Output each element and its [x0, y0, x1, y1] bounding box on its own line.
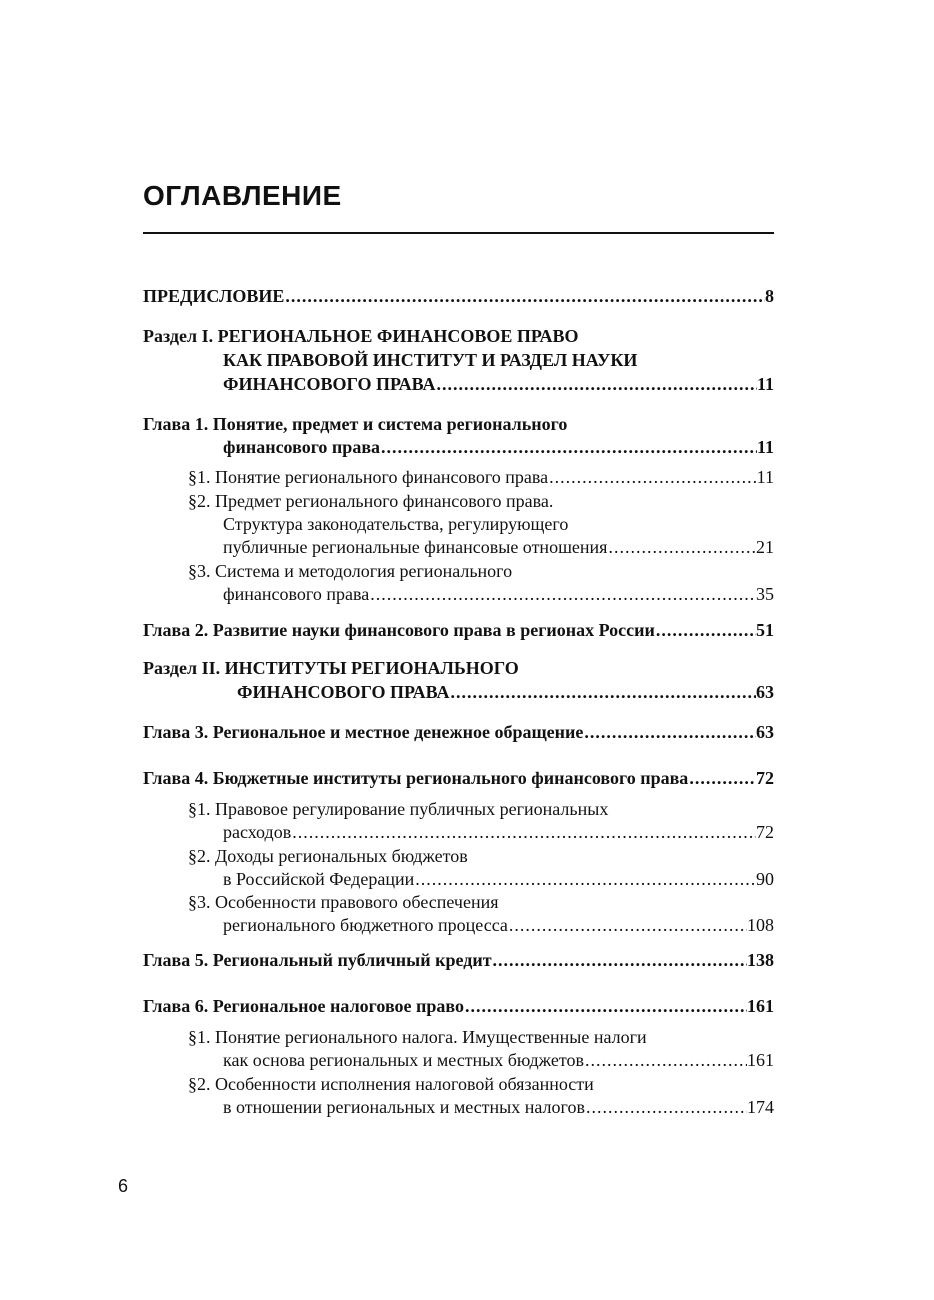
entry-page: 8	[765, 286, 774, 306]
leader-dots	[436, 374, 757, 395]
entry-title: §3. Система и методология регионального	[188, 561, 513, 581]
entry-title: Глава 4. Бюджетные институты регионального финансового права	[143, 768, 689, 788]
leader-dots	[607, 537, 756, 558]
toc-entry-ch4-par-3-line-2[interactable]	[223, 915, 774, 939]
entry-page: 35	[756, 584, 774, 604]
leader-dots	[585, 1097, 747, 1118]
toc-entry-ch6-par-1-line-2[interactable]	[223, 1050, 774, 1074]
entry-title: ПРЕДИСЛОВИЕ	[143, 286, 285, 306]
entry-title: §1. Понятие регионального налога. Имущественные налоги	[188, 1027, 647, 1047]
toc-entry-chapter-4[interactable]	[143, 768, 774, 792]
toc-entry-ch4-par-2-line-2[interactable]	[223, 869, 774, 893]
leader-dots	[688, 768, 756, 789]
entry-title: КАК ПРАВОВОЙ ИНСТИТУТ И РАЗДЕЛ НАУКИ	[223, 350, 638, 370]
toc-entry-section-1-line-2[interactable]	[223, 350, 774, 374]
leader-dots	[548, 467, 756, 488]
toc-entry-chapter-1-line-2[interactable]	[223, 437, 774, 461]
leader-dots	[291, 822, 756, 843]
toc-entry-section-2-line-1[interactable]	[143, 658, 774, 682]
leader-dots	[284, 286, 765, 307]
leader-dots	[492, 950, 747, 971]
toc-entry-preface[interactable]	[143, 286, 774, 310]
entry-page: 63	[756, 682, 774, 702]
entry-page: 11	[756, 374, 774, 394]
entry-page: 108	[747, 915, 774, 935]
entry-title: в Российской Федерации	[223, 869, 415, 889]
entry-title: §3. Особенности правового обеспечения	[188, 892, 499, 912]
entry-title: §2. Предмет регионального финансового права.	[188, 491, 554, 511]
entry-page: 21	[756, 537, 774, 557]
title-rule	[143, 232, 774, 234]
toc-entry-section-1-line-1[interactable]	[143, 326, 774, 350]
entry-title: финансового права	[223, 584, 370, 604]
entry-page: 138	[747, 950, 774, 970]
entry-title: расходов	[223, 822, 292, 842]
toc-entry-ch1-par-3-line-1[interactable]	[188, 561, 774, 585]
toc-entry-ch6-par-1-line-1[interactable]	[188, 1027, 774, 1051]
page-number: 6	[118, 1176, 129, 1196]
entry-page: 63	[756, 722, 774, 742]
entry-title: Глава 1. Понятие, предмет и система регионального	[143, 414, 568, 434]
entry-title: Глава 3. Региональное и местное денежное обращение	[143, 722, 584, 742]
entry-title: публичные региональные финансовые отношения	[223, 537, 608, 557]
toc-entry-ch1-par-2-line-2[interactable]	[223, 514, 774, 538]
entry-title: §2. Доходы региональных бюджетов	[188, 846, 468, 866]
toc-title: ОГЛАВЛЕНИЕ	[143, 180, 342, 211]
leader-dots	[583, 722, 756, 743]
leader-dots	[380, 437, 757, 458]
entry-title: в отношении региональных и местных налогов	[223, 1097, 585, 1117]
entry-page: 161	[747, 1050, 774, 1070]
toc-entry-chapter-3[interactable]	[143, 722, 774, 746]
entry-title: финансового права	[223, 437, 381, 457]
leader-dots	[655, 620, 756, 641]
leader-dots	[414, 869, 756, 890]
toc-entry-chapter-2[interactable]	[143, 620, 774, 644]
entry-title: регионального бюджетного процесса	[223, 915, 508, 935]
toc-entry-section-2-line-2[interactable]	[237, 682, 774, 706]
toc-entry-ch6-par-2-line-2[interactable]	[223, 1097, 774, 1121]
toc-entry-ch1-par-1[interactable]	[188, 467, 774, 491]
entry-title: Раздел I. РЕГИОНАЛЬНОЕ ФИНАНСОВОЕ ПРАВО	[143, 326, 579, 346]
entry-title: Глава 5. Региональный публичный кредит	[143, 950, 492, 970]
entry-page: 174	[747, 1097, 774, 1117]
leader-dots	[450, 682, 756, 703]
toc-entry-chapter-6[interactable]	[143, 996, 774, 1020]
toc-entry-chapter-5[interactable]	[143, 950, 774, 974]
entry-page: 90	[756, 869, 774, 889]
entry-page: 72	[756, 822, 774, 842]
entry-page: 51	[756, 620, 774, 640]
entry-title: Структура законодательства, регулирующего	[223, 514, 569, 534]
toc-entry-section-1-line-3[interactable]	[223, 374, 774, 398]
entry-title: как основа региональных и местных бюджетов	[223, 1050, 584, 1070]
entry-page: 72	[756, 768, 774, 788]
entry-page: 11	[756, 437, 774, 457]
entry-title: §1. Правовое регулирование публичных региональных	[188, 799, 609, 819]
toc-entry-ch1-par-3-line-2[interactable]	[223, 584, 774, 608]
entry-title: ФИНАНСОВОГО ПРАВА	[237, 682, 450, 702]
leader-dots	[464, 996, 747, 1017]
entry-title: Глава 2. Развитие науки финансового права в регионах России	[143, 620, 655, 640]
entry-title: ФИНАНСОВОГО ПРАВА	[223, 374, 436, 394]
leader-dots	[584, 1050, 747, 1071]
entry-page: 161	[747, 996, 774, 1016]
entry-title: Раздел II. ИНСТИТУТЫ РЕГИОНАЛЬНОГО	[143, 658, 519, 678]
entry-title: Глава 6. Региональное налоговое право	[143, 996, 465, 1016]
toc-entry-ch4-par-1-line-2[interactable]	[223, 822, 774, 846]
toc-entry-ch4-par-3-line-1[interactable]	[188, 892, 774, 916]
entry-page: 11	[756, 467, 774, 487]
toc-entry-ch6-par-2-line-1[interactable]	[188, 1074, 774, 1098]
leader-dots	[508, 915, 747, 936]
toc-entry-ch1-par-2-line-1[interactable]	[188, 491, 774, 515]
toc-entry-chapter-1-line-1[interactable]	[143, 414, 774, 438]
leader-dots	[369, 584, 756, 605]
toc-entry-ch4-par-2-line-1[interactable]	[188, 846, 774, 870]
entry-title: §1. Понятие регионального финансового права	[188, 467, 549, 487]
toc-entry-ch4-par-1-line-1[interactable]	[188, 799, 774, 823]
toc-entry-ch1-par-2-line-3[interactable]	[223, 537, 774, 561]
entry-title: §2. Особенности исполнения налоговой обязанности	[188, 1074, 594, 1094]
